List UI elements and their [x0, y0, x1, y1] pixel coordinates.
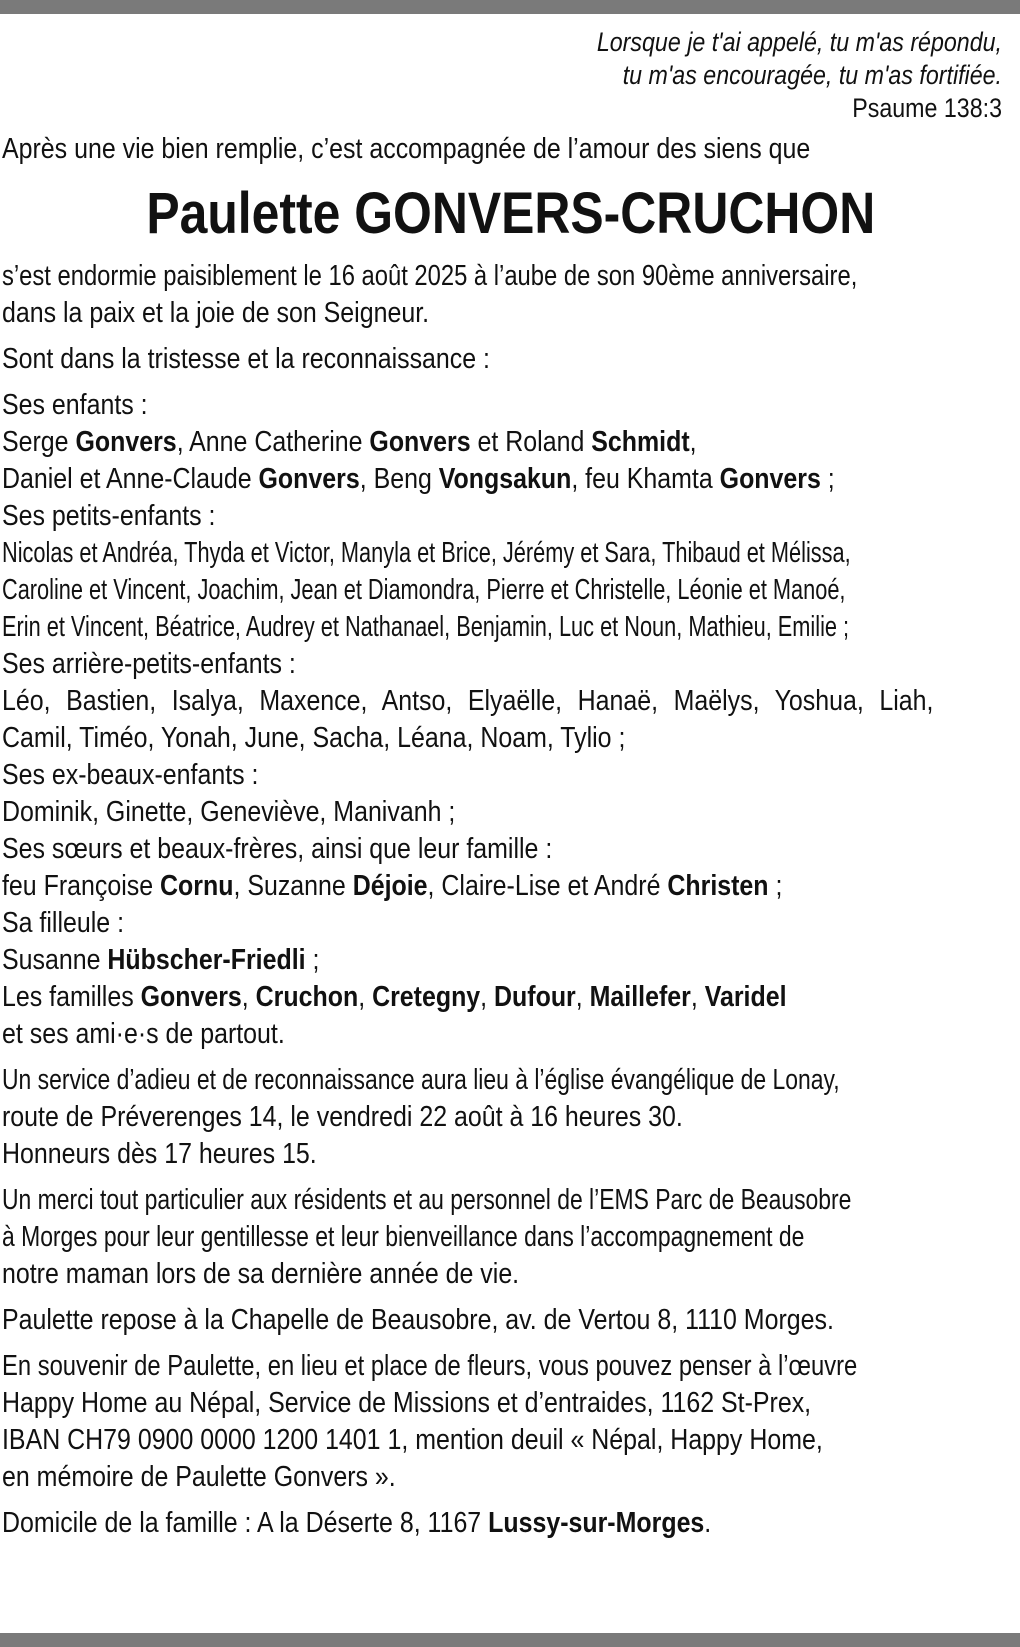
grandchildren-line-3: Erin et Vincent, Béatrice, Audrey et Nathanael, Benjamin, Luc et Noun, Mathieu, Emilie ;: [2, 611, 850, 643]
great-grandchildren-heading: Ses arrière-petits-enfants :: [2, 648, 296, 680]
donation-line-2: Happy Home au Népal, Service de Missions et d’entraides, 1162 St-Prex,: [2, 1387, 812, 1419]
thanks-line-2: à Morges pour leur gentillesse et leur bienveillance dans l’accompagnement de: [2, 1221, 805, 1253]
children-line-1: Serge Gonvers, Anne Catherine Gonvers et Roland Schmidt,: [2, 426, 697, 458]
donation-line-1: En souvenir de Paulette, en lieu et place de fleurs, vous pouvez penser à l’œuvre: [2, 1350, 858, 1382]
goddaughter-line-1: Susanne Hübscher-Friedli ;: [2, 944, 320, 976]
intro-text: Après une vie bien remplie, c’est accompagnée de l’amour des siens que: [2, 133, 811, 165]
top-border-bar: [0, 0, 1020, 14]
rest-location: Paulette repose à la Chapelle de Beausobre, av. de Vertou 8, 1110 Morges.: [2, 1304, 834, 1336]
grandchildren-line-2: Caroline et Vincent, Joachim, Jean et Diamondra, Pierre et Christelle, Léonie et Manoé,: [2, 574, 846, 606]
goddaughter-heading: Sa filleule :: [2, 907, 124, 939]
thanks-line-1: Un merci tout particulier aux résidents et au personnel de l’EMS Parc de Beausobre: [2, 1184, 852, 1216]
donation-info: [2, 1348, 1020, 1496]
death-notice-line-1: s’est endormie paisiblement le 16 août 2025 à l’aube de son 90ème anniversaire,: [2, 260, 858, 292]
verse-line-1: Lorsque je t'ai appelé, tu m'as répondu,: [596, 27, 1002, 57]
friends-line: et ses ami·e·s de partout.: [2, 1018, 285, 1050]
family-domicile: Domicile de la famille : A la Déserte 8, 1167 Lussy-sur-Morges.: [2, 1507, 712, 1539]
grandchildren-heading: Ses petits-enfants :: [2, 500, 216, 532]
mourners-intro: Sont dans la tristesse et la reconnaissance :: [2, 343, 490, 375]
service-line-1: Un service d’adieu et de reconnaissance aura lieu à l’église évangélique de Lonay,: [2, 1064, 840, 1096]
children-heading: Ses enfants :: [2, 389, 148, 421]
great-grandchildren-line-2: Camil, Timéo, Yonah, June, Sacha, Léana, Noam, Tylio ;: [2, 722, 626, 754]
service-line-3: Honneurs dès 17 heures 15.: [2, 1138, 317, 1170]
donation-line-4: en mémoire de Paulette Gonvers ».: [2, 1461, 396, 1493]
verse-reference: Psaume 138:3: [852, 93, 1002, 123]
service-line-2: route de Préverenges 14, le vendredi 22 août à 16 heures 30.: [2, 1101, 683, 1133]
bible-verse: [2, 26, 1020, 125]
families-line: Les familles Gonvers, Cruchon, Cretegny, Dufour, Maillefer, Varidel: [2, 981, 787, 1013]
deceased-name: Paulette GONVERS-CRUCHON: [146, 181, 876, 246]
service-info: [2, 1062, 1020, 1173]
donation-line-3: IBAN CH79 0900 0000 1200 1401 1, mention deuil « Népal, Happy Home,: [2, 1424, 823, 1456]
grandchildren-line-1: Nicolas et Andréa, Thyda et Victor, Manyla et Brice, Jérémy et Sara, Thibaud et Mélissa,: [2, 537, 851, 569]
ex-in-laws-heading: Ses ex-beaux-enfants :: [2, 759, 259, 791]
siblings-heading: Ses sœurs et beaux-frères, ainsi que leur famille :: [2, 833, 553, 865]
siblings-line-1: feu Françoise Cornu, Suzanne Déjoie, Claire-Lise et André Christen ;: [2, 870, 783, 902]
death-notice: [2, 258, 1020, 332]
thanks-line-3: notre maman lors de sa dernière année de vie.: [2, 1258, 520, 1290]
ex-in-laws-line-1: Dominik, Ginette, Geneviève, Manivanh ;: [2, 796, 456, 828]
bottom-border-bar: [0, 1633, 1020, 1647]
children-line-2: Daniel et Anne-Claude Gonvers, Beng Vongsakun, feu Khamta Gonvers ;: [2, 463, 835, 495]
great-grandchildren-line-1: Léo, Bastien, Isalya, Maxence, Antso, Elyaëlle, Hanaë, Maëlys, Yoshua, Liah,: [2, 685, 934, 717]
obituary-notice: [0, 26, 1020, 1542]
verse-line-2: tu m'as encouragée, tu m'as fortifiée.: [622, 60, 1002, 90]
family-list: [2, 387, 1020, 1053]
thanks-text: [2, 1182, 1020, 1293]
death-notice-line-2: dans la paix et la joie de son Seigneur.: [2, 297, 430, 329]
